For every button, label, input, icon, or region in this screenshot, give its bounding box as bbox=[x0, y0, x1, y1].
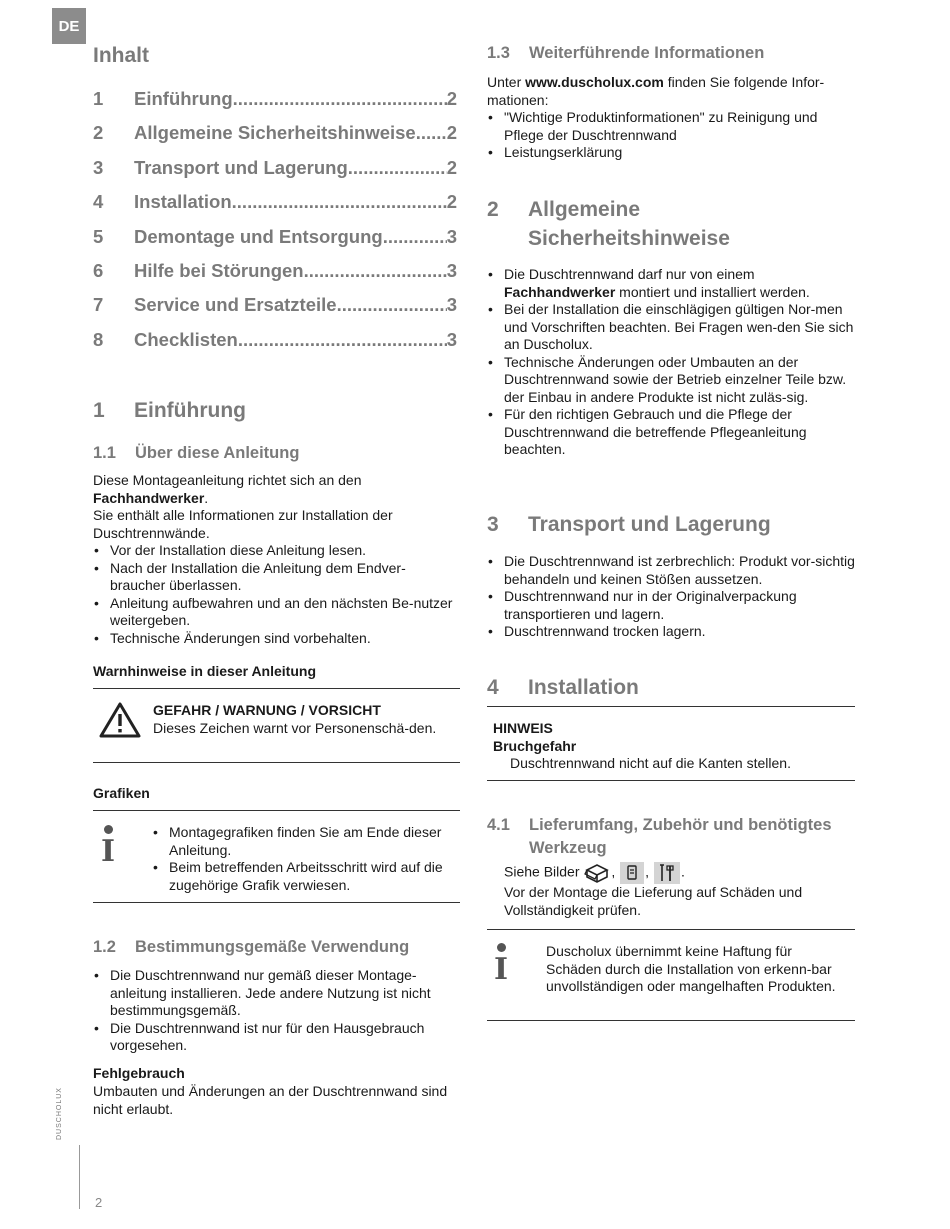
list-item: • Beim betreffenden Arbeitsschritt wird auf die zugehörige Grafik verwiesen. bbox=[152, 859, 457, 894]
website-link[interactable]: www.duscholux.com bbox=[525, 74, 664, 90]
list-item: • Vor der Installation diese Anleitung lesen. bbox=[93, 542, 453, 560]
toc-entry[interactable] bbox=[93, 260, 457, 294]
toc-entry-label: Allgemeine Sicherheitshinweise bbox=[134, 122, 416, 144]
brand-sidebar-text: DUSCHOLUX bbox=[56, 1087, 63, 1140]
toc-entry-number: 2 bbox=[93, 122, 104, 144]
info-icon: I bbox=[100, 825, 116, 866]
section-1-1-heading: 1.1 Über diese Anleitung bbox=[93, 444, 300, 462]
toc-entry-label: Installation bbox=[134, 191, 232, 213]
section-1-3-bullets bbox=[487, 109, 855, 162]
info-icon: I bbox=[493, 943, 509, 984]
toc-entry-page: 3 bbox=[446, 328, 457, 350]
toc-entry-number: 3 bbox=[93, 156, 104, 178]
toc-entry-page: 2 bbox=[446, 191, 457, 213]
toc-entry-number: 5 bbox=[93, 225, 104, 247]
toc-leader-dots bbox=[233, 88, 447, 110]
toc-entry-label: Service und Ersatzteile bbox=[134, 294, 337, 316]
toc-entry-page: 3 bbox=[446, 294, 457, 316]
divider bbox=[93, 688, 460, 689]
toc-entry-label: Demontage und Entsorgung bbox=[134, 225, 383, 247]
accessories-icon bbox=[620, 862, 644, 884]
graphics-heading: Grafiken bbox=[93, 785, 150, 801]
list-item: • Montagegrafiken finden Sie am Ende dieser Anleitung. bbox=[152, 824, 457, 859]
divider bbox=[93, 810, 460, 811]
list-item: • Für den richtigen Gebrauch und die Pflege der Duschtrennwand die betreffende Pflegeanleitung beachten. bbox=[487, 406, 855, 459]
list-item: • Anleitung aufbewahren und an den nächsten Be-nutzer weitergeben. bbox=[93, 595, 453, 630]
section-2-heading: 2 Allgemeine Sicherheitshinweise bbox=[487, 198, 730, 250]
toc-entry-page: 3 bbox=[446, 259, 457, 281]
toc-leader-dots bbox=[383, 226, 447, 248]
sidebar-divider bbox=[79, 1145, 80, 1209]
divider bbox=[487, 780, 855, 781]
toc-entry-number: 6 bbox=[93, 259, 104, 281]
package-icon bbox=[584, 862, 610, 884]
section-3-bullets bbox=[487, 553, 855, 641]
list-item: • Duschtrennwand nur in der Originalverpackung transportieren und lagern. bbox=[487, 588, 855, 623]
section-4-heading: 4 Installation bbox=[487, 676, 639, 699]
toc-leader-dots bbox=[238, 329, 447, 351]
section-1-3-text: Unter www.duscholux.com finden Sie folgende Infor-mationen: bbox=[487, 74, 825, 108]
notice-box: HINWEIS Bruchgefahr Duschtrennwand nicht auf die Kanten stellen. bbox=[493, 720, 791, 771]
toc-title: Inhalt bbox=[93, 44, 149, 67]
toc-leader-dots bbox=[337, 294, 447, 316]
toc-entry-number: 1 bbox=[93, 88, 104, 109]
toc-entry[interactable] bbox=[93, 226, 457, 260]
warning-triangle-icon bbox=[98, 701, 142, 739]
section-4-1-heading: 4.1 Lieferumfang, Zubehör und benötigtes Werkzeug bbox=[487, 816, 832, 857]
language-tab: DE bbox=[52, 8, 86, 44]
toc-entry-label: Transport und Lagerung bbox=[134, 156, 348, 178]
toc-entry[interactable] bbox=[93, 88, 457, 122]
toc-leader-dots bbox=[304, 260, 447, 282]
table-of-contents bbox=[93, 88, 457, 363]
toc-entry-number: 7 bbox=[93, 294, 104, 316]
toc-entry[interactable] bbox=[93, 329, 457, 363]
list-item: • Bei der Installation die einschlägigen gültigen Nor-men und Vorschriften beachten. Bei Fragen wen-den Sie sich an Duscholux. bbox=[487, 301, 855, 354]
divider bbox=[487, 1020, 855, 1021]
toc-leader-dots bbox=[232, 191, 447, 213]
list-item: • Die Duschtrennwand nur gemäß dieser Montage-anleitung installieren. Jede andere Nutzung ist nicht bestimmungsgemäß. bbox=[93, 967, 458, 1020]
misuse-text: Umbauten und Änderungen an der Duschtrennwand sind nicht erlaubt. bbox=[93, 1083, 448, 1117]
section-1-heading: 1 Einführung bbox=[93, 399, 246, 422]
list-item: • Nach der Installation die Anleitung dem Endver-braucher überlassen. bbox=[93, 560, 453, 595]
graphics-bullets bbox=[152, 824, 457, 894]
toc-entry-label: Einführung bbox=[134, 88, 233, 109]
list-item: • Leistungserklärung bbox=[487, 144, 855, 162]
toc-leader-dots bbox=[348, 157, 447, 179]
list-item: • "Wichtige Produktinformationen" zu Reinigung und Pflege der Duschtrennwand bbox=[487, 109, 855, 144]
divider bbox=[93, 902, 460, 903]
section-1-2-bullets bbox=[93, 967, 458, 1055]
divider bbox=[487, 706, 855, 707]
list-item: • Die Duschtrennwand ist zerbrechlich: Produkt vor-sichtig behandeln und keinen Stößen aussetzen. bbox=[487, 553, 855, 588]
section-1-3-heading: 1.3 Weiterführende Informationen bbox=[487, 44, 765, 62]
toc-entry-number: 8 bbox=[93, 328, 104, 350]
toc-leader-dots bbox=[416, 122, 447, 144]
warnings-heading: Warnhinweise in dieser Anleitung bbox=[93, 663, 316, 679]
list-item: • Technische Änderungen oder Umbauten an der Duschtrennwand sowie der Betrieb einzelner Teile bzw. der Einbau in andere Produkte ist nicht zuläs-sig. bbox=[487, 354, 855, 407]
list-item: • Duschtrennwand trocken lagern. bbox=[487, 623, 855, 641]
section-1-1-intro: Diese Montageanleitung richtet sich an den Fachhandwerker. Sie enthält alle Informationen zur Installation der Duschtrennwände. bbox=[93, 472, 393, 541]
section-1-1-bullets bbox=[93, 542, 453, 647]
list-item: • Die Duschtrennwand darf nur von einem Fachhandwerker montiert und installiert werden. bbox=[487, 266, 855, 301]
list-item: • Technische Änderungen sind vorbehalten. bbox=[93, 630, 453, 648]
toc-entry-page: 3 bbox=[446, 225, 457, 247]
misuse-heading: Fehlgebrauch bbox=[93, 1065, 185, 1081]
tools-icon bbox=[654, 862, 680, 884]
section-3-heading: 3 Transport und Lagerung bbox=[487, 513, 771, 536]
page-number: 2 bbox=[95, 1195, 103, 1210]
toc-entry-label: Checklisten bbox=[134, 328, 238, 350]
divider bbox=[93, 762, 460, 763]
toc-entry[interactable] bbox=[93, 122, 457, 156]
see-figures-line: Siehe Bilder , , . Vor der Montage die Lieferung auf Schäden und Vollständigkeit prüfen. bbox=[504, 863, 803, 918]
list-item: • Die Duschtrennwand ist nur für den Hausgebrauch vorgesehen. bbox=[93, 1020, 458, 1055]
toc-entry-label: Hilfe bei Störungen bbox=[134, 259, 304, 281]
toc-entry-page: 2 bbox=[446, 122, 457, 144]
liability-info-text: Duscholux übernimmt keine Haftung für Schäden durch die Installation von erkenn-bar unvollständigen oder mangelhaften Produkten. bbox=[546, 943, 836, 994]
toc-entry[interactable] bbox=[93, 157, 457, 191]
toc-entry-number: 4 bbox=[93, 191, 104, 213]
toc-entry[interactable] bbox=[93, 191, 457, 225]
warning-box-text: GEFAHR / WARNUNG / VORSICHT Dieses Zeichen warnt vor Personenschä-den. bbox=[153, 702, 437, 736]
section-2-bullets bbox=[487, 266, 855, 459]
toc-entry-page: 2 bbox=[446, 156, 457, 178]
divider bbox=[487, 929, 855, 930]
section-1-2-heading: 1.2 Bestimmungsgemäße Verwendung bbox=[93, 938, 410, 956]
toc-entry-page: 2 bbox=[446, 88, 457, 109]
toc-entry[interactable] bbox=[93, 294, 457, 328]
